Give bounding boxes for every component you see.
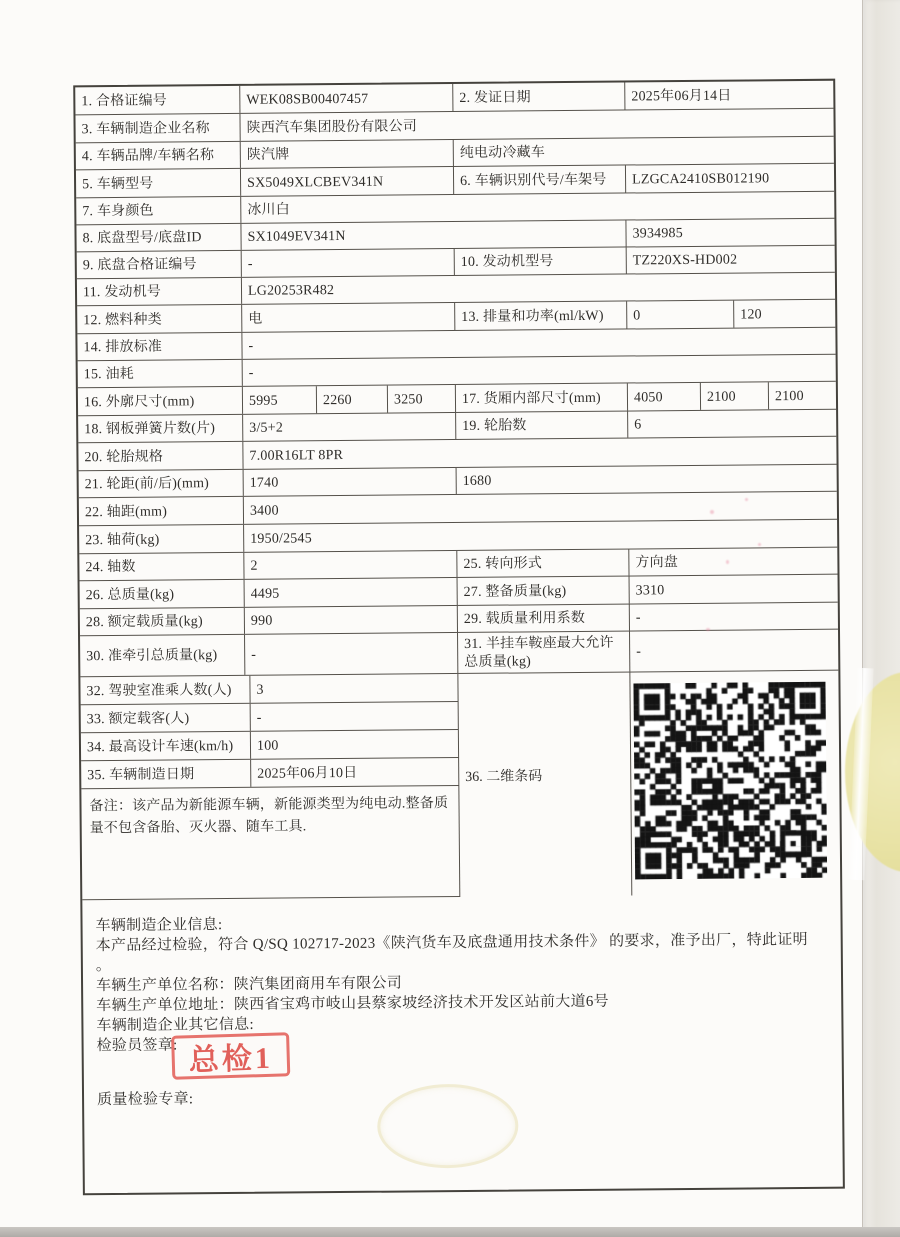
field-value: - [245, 633, 458, 675]
field-value: 100 [251, 730, 459, 759]
field-value: 3/5+2 [243, 413, 456, 441]
field-label: 20. 轮胎规格 [78, 442, 243, 470]
field-label: 35. 车辆制造日期 [81, 760, 251, 788]
field-label: 31. 半挂车鞍座最大允许总质量(kg) [458, 631, 630, 672]
qr-code-cell [630, 671, 840, 896]
field-label: 10. 发动机型号 [455, 248, 627, 275]
field-value: 3 [250, 674, 458, 703]
field-label: 9. 底盘合格证编号 [77, 251, 242, 278]
table-row [81, 702, 459, 733]
field-label: 34. 最高设计车速(km/h) [81, 732, 251, 760]
field-value: SX5049XLCBEV341N [241, 167, 454, 196]
field-label: 12. 燃料种类 [77, 305, 242, 333]
field-value: 4495 [245, 578, 458, 607]
table-row [81, 730, 459, 761]
field-value: LG20253R482 [247, 283, 335, 299]
field-value: 陕汽牌 [241, 140, 454, 168]
pink-speck [726, 560, 729, 564]
certificate-outer-border [73, 79, 845, 1196]
producer-name-line: 车辆生产单位名称：陕汽集团商用车有限公司 [96, 975, 403, 995]
field-label: 23. 轴荷(kg) [79, 525, 244, 553]
pink-speck [758, 543, 761, 546]
field-value: 2260 [317, 386, 388, 414]
field-label: 7. 车身颜色 [76, 197, 241, 224]
field-label: 26. 总质量(kg) [80, 580, 245, 608]
field-value: TZ220XS-HD002 [632, 252, 738, 269]
field-label: 33. 额定载客(人) [81, 704, 251, 732]
certify-statement-period: 。 [95, 958, 112, 975]
field-value: 0 [627, 301, 734, 329]
quality-inspection-label: 质量检验专章: [97, 1091, 194, 1109]
field-value: 方向盘 [635, 555, 679, 571]
field-label: 14. 排放标准 [77, 333, 242, 360]
scanner-bottom-band [0, 1227, 900, 1237]
field-value: 2100 [774, 388, 804, 404]
field-value: 2025年06月14日 [631, 88, 732, 104]
field-value: 1950/2545 [250, 530, 312, 547]
field-value: 1680 [462, 473, 492, 489]
field-value: 3250 [388, 385, 456, 413]
pink-speck [706, 628, 710, 631]
table-row [80, 674, 458, 705]
field-label: 19. 轮胎数 [456, 412, 628, 439]
field-label: 1. 合格证编号 [75, 86, 240, 114]
field-value: 3400 [249, 503, 279, 519]
field-value: - [242, 249, 455, 277]
field-label: 28. 额定载质量(kg) [80, 608, 245, 635]
field-value: - [248, 365, 254, 381]
company-info-heading: 车辆制造企业信息: [95, 917, 223, 935]
certify-statement: 本产品经过检验，符合 Q/SQ 102717-2023《陕汽货车及底盘通用技术条件》 的要求，准予出厂，特此证明 [95, 931, 809, 955]
producer-address-line: 车辆生产单位地址：陕西省宝鸡市岐山县蔡家坡经济技术开发区站前大道6号 [96, 993, 610, 1015]
inspector-stamp: 总检1 [171, 1032, 290, 1079]
field-value: 6 [634, 417, 642, 433]
field-value: - [248, 338, 254, 354]
field-label: 3. 车辆制造企业名称 [75, 114, 240, 142]
field-value: LZGCA2410SB012190 [631, 170, 770, 187]
field-value: 3934985 [632, 226, 684, 242]
field-value: - [635, 610, 641, 626]
field-label: 17. 货厢内部尺寸(mm) [456, 384, 628, 412]
field-value: 4050 [628, 383, 701, 411]
field-label: 24. 轴数 [79, 553, 244, 580]
field-value: 1740 [244, 468, 457, 496]
field-value: 2025年06月10日 [251, 758, 459, 787]
field-label: 27. 整备质量(kg) [458, 577, 630, 605]
remark-cell: 备注：该产品为新能源车辆，新能源类型为纯电动.整备质量不包含备胎、灭火器、随车工具. [81, 786, 460, 899]
table-row [81, 758, 459, 789]
field-value: 2 [244, 551, 457, 579]
table-row [80, 630, 838, 678]
field-value: 2100 [701, 382, 769, 410]
table-row [81, 786, 460, 900]
field-label: 5. 车辆型号 [76, 169, 241, 197]
field-value: 990 [245, 606, 458, 634]
qr-section-label: 36. 二维条码 [458, 672, 632, 896]
field-value: 3310 [635, 582, 665, 598]
field-value: - [636, 644, 642, 660]
field-label: 30. 准牵引总质量(kg) [80, 635, 245, 676]
field-label: 4. 车辆品牌/车辆名称 [76, 142, 241, 169]
field-label: 29. 载质量利用系数 [458, 605, 630, 633]
pink-speck [745, 498, 748, 501]
inspector-signature-label: 检验员签章: [96, 1037, 178, 1055]
certificate-table [75, 81, 840, 901]
field-value: 5995 [243, 386, 317, 414]
field-label: 16. 外廓尺寸(mm) [78, 387, 243, 415]
field-label: 11. 发动机号 [77, 278, 242, 305]
field-value: 纯电动冷藏车 [459, 145, 546, 161]
field-label: 13. 排量和功率(ml/kW) [455, 302, 627, 330]
field-value: 冰川白 [247, 202, 290, 218]
qr-code [633, 682, 827, 880]
field-label: 32. 驾驶室准乘人数(人) [80, 676, 250, 704]
field-value: 电 [242, 303, 455, 332]
field-label: 6. 车辆识别代号/车架号 [454, 166, 626, 194]
other-info-line: 车辆制造企业其它信息: [96, 1016, 254, 1035]
field-label: 15. 油耗 [78, 360, 243, 387]
pink-speck [710, 510, 714, 514]
field-value: 120 [740, 306, 762, 323]
certificate-sheet [73, 79, 845, 1196]
field-value: 陕西汽车集团股份有限公司 [246, 118, 418, 136]
field-label: 2. 发证日期 [453, 83, 625, 111]
field-label: 25. 转向形式 [457, 550, 629, 577]
field-value: SX1049EV341N [241, 221, 626, 250]
field-label: 18. 钢板弹簧片数(片) [78, 415, 243, 442]
field-label: 8. 底盘型号/底盘ID [76, 224, 241, 251]
field-value: 7.00R16LT 8PR [249, 447, 344, 464]
field-label: 21. 轮距(前/后)(mm) [79, 470, 244, 497]
field-label: 22. 轴距(mm) [79, 497, 244, 525]
scanned-paper-edge [862, 0, 900, 1237]
field-value: - [251, 702, 459, 731]
field-value: WEK08SB00407457 [240, 84, 453, 113]
